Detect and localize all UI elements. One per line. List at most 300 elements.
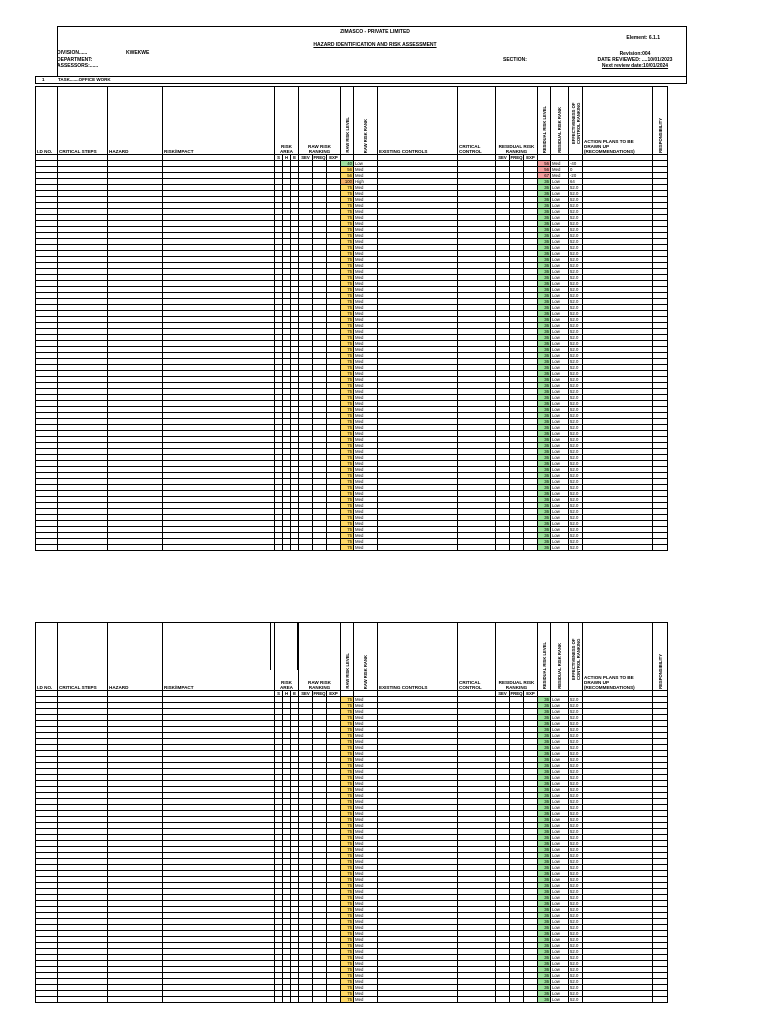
raw-risk-rank: Med [354, 787, 378, 793]
raw-risk-level: 75 [341, 811, 354, 817]
raw-risk-rank: Med [354, 533, 378, 539]
raw-risk-rank: Med [354, 263, 378, 269]
raw-risk-rank: Med [354, 371, 378, 377]
col-risk-impact: RISK/IMPACT [163, 87, 275, 155]
residual-risk-level: 36 [538, 353, 551, 359]
raw-risk-level: 75 [341, 877, 354, 883]
residual-risk-level: 36 [538, 419, 551, 425]
residual-risk-rank: Low [551, 781, 569, 787]
effectiveness-value: 52.0 [569, 799, 583, 805]
empty-cell [108, 997, 163, 1003]
residual-risk-level: 36 [538, 251, 551, 257]
residual-risk-rank: Low [551, 329, 569, 335]
residual-risk-rank: Low [551, 793, 569, 799]
effectiveness-value: 52.0 [569, 841, 583, 847]
residual-risk-rank: Low [551, 293, 569, 299]
raw-risk-rank: Med [354, 491, 378, 497]
empty-cell [313, 545, 327, 551]
raw-risk-rank: Med [354, 509, 378, 515]
sub-s: S [275, 691, 283, 697]
residual-risk-level: 36 [538, 257, 551, 263]
col-effectiveness: EFFECTIVENESS OF CONTROL RANKING [569, 87, 583, 155]
risk-assessment-table-1 [35, 86, 668, 551]
raw-risk-level: 56 [341, 173, 354, 179]
sub-h: H [283, 155, 291, 161]
residual-risk-rank: Low [551, 359, 569, 365]
effectiveness-value: 52.0 [569, 371, 583, 377]
residual-risk-rank: Low [551, 383, 569, 389]
raw-risk-level: 75 [341, 521, 354, 527]
effectiveness-value: 52.0 [569, 443, 583, 449]
col-existing-controls: EXISTING CONTROLS [378, 623, 458, 691]
raw-risk-level: 75 [341, 527, 354, 533]
effectiveness-value: 52.0 [569, 515, 583, 521]
raw-risk-rank: Med [354, 425, 378, 431]
col-hazard: HAZARD [108, 87, 163, 155]
raw-risk-level: 75 [341, 545, 354, 551]
residual-risk-level: 36 [538, 509, 551, 515]
residual-risk-rank: Low [551, 961, 569, 967]
col-residual-risk-rank: RESIDUAL RISK RANK [551, 87, 569, 155]
residual-risk-rank: Low [551, 221, 569, 227]
residual-risk-level: 36 [538, 715, 551, 721]
empty-cell [653, 997, 668, 1003]
raw-risk-level: 100 [341, 179, 354, 185]
residual-risk-rank: Low [551, 545, 569, 551]
residual-risk-level: 56 [538, 161, 551, 167]
residual-risk-level: 36 [538, 883, 551, 889]
raw-risk-rank: Med [354, 437, 378, 443]
residual-risk-rank: Low [551, 835, 569, 841]
effectiveness-value: 52.0 [569, 269, 583, 275]
residual-risk-rank: Low [551, 335, 569, 341]
raw-risk-rank: Med [354, 449, 378, 455]
raw-risk-level: 75 [341, 425, 354, 431]
raw-risk-rank: Med [354, 461, 378, 467]
raw-risk-level: 75 [341, 275, 354, 281]
residual-risk-level: 36 [538, 727, 551, 733]
sub-sev: SEV [299, 155, 313, 161]
col-action-plans: ACTION PLANS TO BE DRAWN UP (RECOMMENDATIONS) [583, 87, 653, 155]
residual-risk-rank: Low [551, 191, 569, 197]
effectiveness-value: 52.0 [569, 835, 583, 841]
raw-risk-level: 75 [341, 329, 354, 335]
empty-cell [524, 545, 538, 551]
effectiveness-value: 52.0 [569, 395, 583, 401]
sub-res-freq: FREQ [510, 155, 523, 160]
raw-risk-level: 75 [341, 901, 354, 907]
residual-risk-rank: Low [551, 775, 569, 781]
effectiveness-value: 52.0 [569, 479, 583, 485]
residual-risk-level: 36 [538, 703, 551, 709]
raw-risk-level: 75 [341, 979, 354, 985]
residual-risk-level: 36 [538, 889, 551, 895]
residual-risk-level: 36 [538, 299, 551, 305]
effectiveness-value: 52.0 [569, 497, 583, 503]
sub-h: H [283, 691, 291, 697]
effectiveness-value: 52.0 [569, 967, 583, 973]
effectiveness-value: 52.0 [569, 545, 583, 551]
residual-risk-rank: Low [551, 979, 569, 985]
residual-risk-level: 36 [538, 425, 551, 431]
raw-risk-rank: Med [354, 215, 378, 221]
document-title: HAZARD IDENTIFICATION AND RISK ASSESSMENT [313, 42, 437, 48]
effectiveness-value: 52.0 [569, 913, 583, 919]
raw-risk-level: 75 [341, 925, 354, 931]
raw-risk-level: 75 [341, 395, 354, 401]
col-critical-control: CRITICAL CONTROL [458, 87, 496, 155]
residual-risk-rank: Low [551, 913, 569, 919]
date-reviewed: DATE REVIEWED: ....10/01/2023 [597, 57, 673, 63]
residual-risk-level: 36 [538, 449, 551, 455]
residual-risk-level: 36 [538, 709, 551, 715]
effectiveness-value: 52.0 [569, 335, 583, 341]
empty-cell [58, 997, 108, 1003]
residual-risk-level: 36 [538, 209, 551, 215]
raw-risk-rank: Med [354, 413, 378, 419]
residual-risk-rank: Low [551, 715, 569, 721]
effectiveness-value: 52.0 [569, 275, 583, 281]
residual-risk-level: 36 [538, 389, 551, 395]
raw-risk-level: 75 [341, 943, 354, 949]
raw-risk-level: 75 [341, 895, 354, 901]
raw-risk-rank: Med [354, 781, 378, 787]
residual-risk-rank: Low [551, 539, 569, 545]
col-hazard: HAZARD [108, 623, 163, 691]
sub-res-exp: EXP [524, 155, 538, 161]
raw-risk-level: 75 [341, 793, 354, 799]
empty-cell [327, 997, 341, 1003]
col-residual-risk-level: RESIDUAL RISK LEVEL [538, 87, 551, 155]
raw-risk-rank: Med [354, 883, 378, 889]
effectiveness-value: 52.0 [569, 745, 583, 751]
raw-risk-level: 75 [341, 703, 354, 709]
residual-risk-level: 36 [538, 697, 551, 703]
raw-risk-level: 75 [341, 455, 354, 461]
residual-risk-level: 36 [538, 245, 551, 251]
residual-risk-level: 36 [538, 979, 551, 985]
effectiveness-value: 52.0 [569, 955, 583, 961]
empty-cell [524, 997, 538, 1003]
residual-risk-rank: Low [551, 239, 569, 245]
effectiveness-value: 52.0 [569, 431, 583, 437]
residual-risk-rank: Low [551, 985, 569, 991]
raw-risk-rank: Med [354, 703, 378, 709]
residual-risk-rank: Low [551, 437, 569, 443]
effectiveness-value: 52.0 [569, 895, 583, 901]
residual-risk-level: 36 [538, 955, 551, 961]
effectiveness-value: 52.0 [569, 311, 583, 317]
raw-risk-rank: Med [354, 709, 378, 715]
raw-risk-rank: Med [354, 931, 378, 937]
raw-risk-level: 75 [341, 233, 354, 239]
raw-risk-level: 75 [341, 733, 354, 739]
col-risk-area: RISK AREA [275, 623, 299, 691]
raw-risk-level: 75 [341, 497, 354, 503]
residual-risk-level: 36 [538, 305, 551, 311]
residual-risk-level: 36 [538, 913, 551, 919]
residual-risk-rank: Low [551, 509, 569, 515]
sub-e: E [291, 691, 299, 697]
raw-risk-level: 75 [341, 931, 354, 937]
effectiveness-value: 52.0 [569, 359, 583, 365]
effectiveness-value: 52.0 [569, 317, 583, 323]
residual-risk-level: 36 [538, 787, 551, 793]
raw-risk-rank: Med [354, 991, 378, 997]
raw-risk-rank: Med [354, 485, 378, 491]
residual-risk-level: 36 [538, 781, 551, 787]
raw-risk-rank: Med [354, 841, 378, 847]
empty-cell [291, 997, 299, 1003]
effectiveness-value: 52.0 [569, 733, 583, 739]
residual-risk-rank: Low [551, 245, 569, 251]
raw-risk-rank: Med [354, 913, 378, 919]
residual-risk-rank: Low [551, 317, 569, 323]
task-description: TASK.......OFFICE WORK [58, 77, 111, 82]
raw-risk-level: 75 [341, 221, 354, 227]
effectiveness-value: 52.0 [569, 203, 583, 209]
raw-risk-rank: Med [354, 763, 378, 769]
residual-risk-rank: Low [551, 347, 569, 353]
raw-risk-level: 75 [341, 467, 354, 473]
raw-risk-level: 75 [341, 721, 354, 727]
effectiveness-value: 52.0 [569, 527, 583, 533]
effectiveness-value: 52.0 [569, 287, 583, 293]
residual-risk-level: 36 [538, 215, 551, 221]
effectiveness-value: 52.0 [569, 739, 583, 745]
raw-risk-level: 75 [341, 491, 354, 497]
residual-risk-level: 36 [538, 943, 551, 949]
raw-risk-level: 56 [341, 167, 354, 173]
residual-risk-rank: Low [551, 269, 569, 275]
effectiveness-value: 52.0 [569, 793, 583, 799]
raw-risk-level: 75 [341, 985, 354, 991]
effectiveness-value: 52.0 [569, 871, 583, 877]
residual-risk-level: 36 [538, 323, 551, 329]
residual-risk-rank: Low [551, 389, 569, 395]
residual-risk-level: 36 [538, 877, 551, 883]
residual-risk-rank: Low [551, 311, 569, 317]
raw-risk-rank: Med [354, 431, 378, 437]
residual-risk-rank: Low [551, 853, 569, 859]
effectiveness-value: 52.0 [569, 461, 583, 467]
company-name: ZIMASCO - PRIVATE LIMITED [340, 29, 410, 35]
residual-risk-level: 36 [538, 275, 551, 281]
raw-risk-level: 75 [341, 473, 354, 479]
residual-risk-rank: Low [551, 739, 569, 745]
effectiveness-value: 52.0 [569, 865, 583, 871]
residual-risk-rank: Low [551, 473, 569, 479]
residual-risk-level: 36 [538, 239, 551, 245]
raw-risk-rank: Med [354, 407, 378, 413]
raw-risk-level: 75 [341, 389, 354, 395]
raw-risk-rank: Med [354, 745, 378, 751]
effectiveness-value: -20 [569, 173, 583, 179]
empty-cell [163, 997, 275, 1003]
residual-risk-level: 36 [538, 503, 551, 509]
residual-risk-level: 36 [538, 763, 551, 769]
effectiveness-value: 52.0 [569, 949, 583, 955]
effectiveness-value: 52.0 [569, 299, 583, 305]
residual-risk-level: 36 [538, 991, 551, 997]
effectiveness-value: 52.0 [569, 353, 583, 359]
effectiveness-value: 52.0 [569, 985, 583, 991]
residual-risk-level: 36 [538, 949, 551, 955]
raw-risk-rank: Med [354, 383, 378, 389]
raw-risk-level: 75 [341, 263, 354, 269]
residual-risk-level: 36 [538, 545, 551, 551]
residual-risk-level: 36 [538, 823, 551, 829]
residual-risk-rank: Low [551, 841, 569, 847]
raw-risk-rank: Med [354, 389, 378, 395]
effectiveness-value: 52.0 [569, 323, 583, 329]
residual-risk-level: 36 [538, 383, 551, 389]
residual-risk-level: 36 [538, 317, 551, 323]
raw-risk-rank: Med [354, 227, 378, 233]
residual-risk-level: 36 [538, 527, 551, 533]
raw-risk-level: 75 [341, 757, 354, 763]
residual-risk-rank: Low [551, 209, 569, 215]
raw-risk-rank: Med [354, 799, 378, 805]
residual-risk-level: 36 [538, 961, 551, 967]
raw-risk-rank: Med [354, 545, 378, 551]
raw-risk-rank: Med [354, 739, 378, 745]
revision: Revision:004 [619, 51, 651, 57]
sub-res-sev: SEV [496, 691, 510, 697]
residual-risk-rank: Low [551, 919, 569, 925]
residual-risk-rank: Low [551, 413, 569, 419]
effectiveness-value: 52.0 [569, 263, 583, 269]
sub-sev: SEV [299, 691, 313, 697]
residual-risk-rank: Low [551, 889, 569, 895]
sub-res-exp: EXP [524, 691, 538, 697]
raw-risk-rank: Med [354, 401, 378, 407]
residual-risk-level: 36 [538, 497, 551, 503]
residual-risk-rank: Low [551, 997, 569, 1003]
empty-cell [313, 997, 327, 1003]
residual-risk-level: 36 [538, 335, 551, 341]
residual-risk-rank: Low [551, 817, 569, 823]
residual-risk-rank: Low [551, 251, 569, 257]
next-review-date: Next review date:10/01/2024 [601, 63, 669, 69]
raw-risk-level: 75 [341, 991, 354, 997]
raw-risk-rank: Low [354, 161, 378, 167]
raw-risk-level: 75 [341, 919, 354, 925]
raw-risk-rank: Med [354, 853, 378, 859]
residual-risk-level: 36 [538, 775, 551, 781]
effectiveness-value: 52.0 [569, 751, 583, 757]
residual-risk-level: 36 [538, 907, 551, 913]
residual-risk-rank: Low [551, 805, 569, 811]
raw-risk-rank: Med [354, 835, 378, 841]
empty-cell [299, 545, 313, 551]
raw-risk-rank: Med [354, 715, 378, 721]
raw-risk-level: 75 [341, 317, 354, 323]
raw-risk-level: 75 [341, 865, 354, 871]
residual-risk-level: 36 [538, 371, 551, 377]
raw-risk-rank: Med [354, 197, 378, 203]
raw-risk-level: 75 [341, 365, 354, 371]
effectiveness-value: 52.0 [569, 467, 583, 473]
raw-risk-level: 75 [341, 377, 354, 383]
raw-risk-level: 75 [341, 515, 354, 521]
effectiveness-value: 52.0 [569, 473, 583, 479]
raw-risk-rank: Med [354, 275, 378, 281]
sub-s: S [275, 155, 283, 161]
residual-risk-rank: Low [551, 401, 569, 407]
col-action-plans: ACTION PLANS TO BE DRAWN UP (RECOMMENDATIONS) [583, 623, 653, 691]
raw-risk-rank: Med [354, 889, 378, 895]
effectiveness-value: 52.0 [569, 787, 583, 793]
raw-risk-rank: Med [354, 317, 378, 323]
residual-risk-level: 36 [538, 805, 551, 811]
raw-risk-rank: Med [354, 973, 378, 979]
residual-risk-rank: Low [551, 521, 569, 527]
col-raw-risk-level: RAW RISK LEVEL [341, 87, 354, 155]
raw-risk-rank: Med [354, 353, 378, 359]
raw-risk-level: 75 [341, 437, 354, 443]
sub-res-freq: FREQ [510, 691, 523, 696]
raw-risk-level: 75 [341, 203, 354, 209]
residual-risk-level: 36 [538, 185, 551, 191]
raw-risk-rank: Med [354, 721, 378, 727]
residual-risk-rank: Low [551, 215, 569, 221]
raw-risk-rank: Med [354, 347, 378, 353]
residual-risk-level: 36 [538, 287, 551, 293]
raw-risk-level: 75 [341, 419, 354, 425]
residual-risk-level: 36 [538, 841, 551, 847]
residual-risk-rank: Low [551, 721, 569, 727]
raw-risk-level: 75 [341, 353, 354, 359]
residual-risk-rank: Low [551, 823, 569, 829]
raw-risk-rank: Med [354, 323, 378, 329]
raw-risk-rank: Med [354, 829, 378, 835]
raw-risk-level: 75 [341, 251, 354, 257]
effectiveness-value: 52.0 [569, 191, 583, 197]
empty-cell [58, 545, 108, 551]
residual-risk-rank: Med [551, 173, 569, 179]
raw-risk-level: 75 [341, 509, 354, 515]
residual-risk-rank: Low [551, 859, 569, 865]
residual-risk-rank: Low [551, 185, 569, 191]
residual-risk-level: 36 [538, 203, 551, 209]
raw-risk-rank: Med [354, 727, 378, 733]
raw-risk-level: 75 [341, 727, 354, 733]
residual-risk-rank: Low [551, 323, 569, 329]
empty-cell [583, 545, 653, 551]
residual-risk-level: 36 [538, 539, 551, 545]
residual-risk-rank: Low [551, 275, 569, 281]
raw-risk-rank: Med [354, 515, 378, 521]
col-raw-risk-level: RAW RISK LEVEL [341, 623, 354, 691]
residual-risk-rank: Low [551, 871, 569, 877]
sub-res-sev: SEV [496, 155, 510, 161]
effectiveness-value: 52.0 [569, 919, 583, 925]
effectiveness-value: 52.0 [569, 347, 583, 353]
empty-cell [36, 545, 58, 551]
residual-risk-level: 36 [538, 793, 551, 799]
residual-risk-rank: Low [551, 943, 569, 949]
assessors-label: ASSESSORS:...... [57, 63, 99, 69]
residual-risk-level: 36 [538, 757, 551, 763]
empty-cell [291, 545, 299, 551]
effectiveness-value: 52.0 [569, 509, 583, 515]
raw-risk-rank: Med [354, 257, 378, 263]
residual-risk-rank: Low [551, 497, 569, 503]
raw-risk-level: 75 [341, 739, 354, 745]
effectiveness-value: 52.0 [569, 763, 583, 769]
residual-risk-rank: Low [551, 533, 569, 539]
